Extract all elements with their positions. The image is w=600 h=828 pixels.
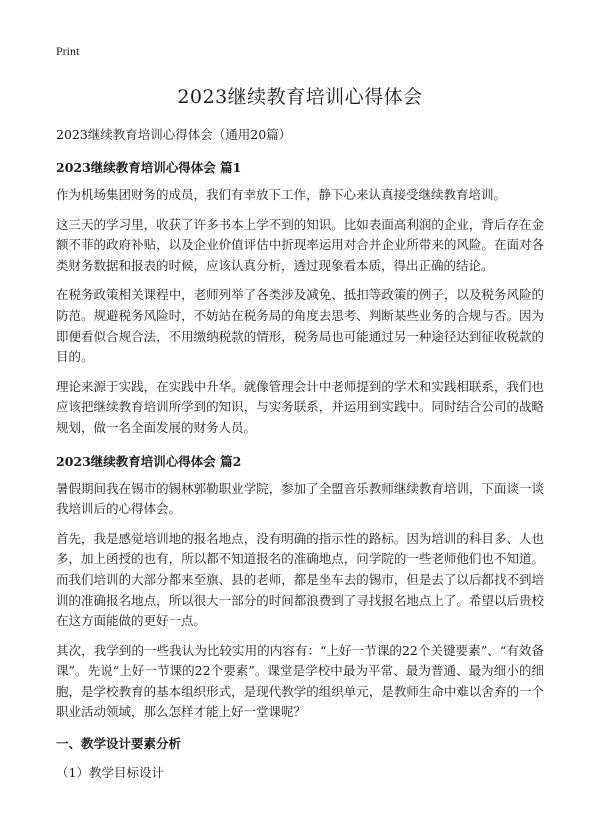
paragraph: 理论来源于实践，在实践中升华。就像管理会计中老师提到的学术和实践相联系，我们也应该把继续教育培训所学到的知识，与实务联系，并运用到实践中。同时结合公司的战略规划，做一名全面发展的财务人员。	[56, 378, 544, 435]
paragraph: 首先，我是感觉培训地的报名地点，没有明确的指示性的路标。因为培训的科目多、人也多，加上函授的也有，所以都不知道报名的准确地点，问学院的一些老师他们也不知道。而我们培训的大部分都来至旗、县的老师，都是坐车去的锡市，但是去了以后都找不到培训的准确报名地点，所以很大一部分的时间都浪费到了寻找报名地点上了。希望以后贵校在这方面能做的更好一点。	[56, 530, 544, 629]
paragraph: 在税务政策相关课程中，老师列举了各类涉及减免、抵扣等政策的例子，以及税务风险的防范。规避税务风险时，不妨站在税务局的角度去思考、判断某些业务的合规与否。因为即便看似合规合法，不用缴纳税款的情形，税务局也可能通过另一种途径达到征收税款的目的。	[56, 287, 544, 365]
section-heading-1: 2023继续教育培训心得体会 篇1	[56, 160, 242, 175]
print-link[interactable]: Print	[56, 44, 80, 58]
paragraph: 暑假期间我在锡市的锡林郭勒职业学院，参加了全盟音乐教师继续教育培训，下面谈一谈我培训后的心得体会。	[56, 480, 544, 517]
page-title: 2023继续教育培训心得体会	[177, 86, 423, 108]
paragraph: 其次，我学到的一些我认为比较实用的内容有：“上好一节课的22个关键要素”、“有效备课”。先说“上好一节课的22个要素”。课堂是学校中最为平常、最为普通、最为细小的细胞，是学校教育的基本组织形式，是现代教学的组织单元，是教师生命中难以舍弃的一个职业活动领域，那么怎样才能上好一堂课呢？	[56, 642, 544, 720]
paragraph: 作为机场集团财务的成员，我们有幸放下工作，静下心来认真接受继续教育培训。	[56, 187, 507, 202]
section-heading-2: 2023继续教育培训心得体会 篇2	[56, 453, 242, 469]
list-item: （1）教学目标设计	[56, 765, 164, 781]
document-subtitle: 2023继续教育培训心得体会（通用20篇）	[56, 127, 292, 142]
subheading: 一、教学设计要素分析	[56, 736, 182, 752]
paragraph: 这三天的学习里，收获了许多书本上学不到的知识。比如表面高利润的企业，背后存在金额不菲的政府补贴，以及企业价值评估中折现率运用对合并企业所带来的风险。在面对各类财务数据和报表的时候，应该认真分析，透过现象看本质，得出正确的结论。	[56, 216, 544, 273]
